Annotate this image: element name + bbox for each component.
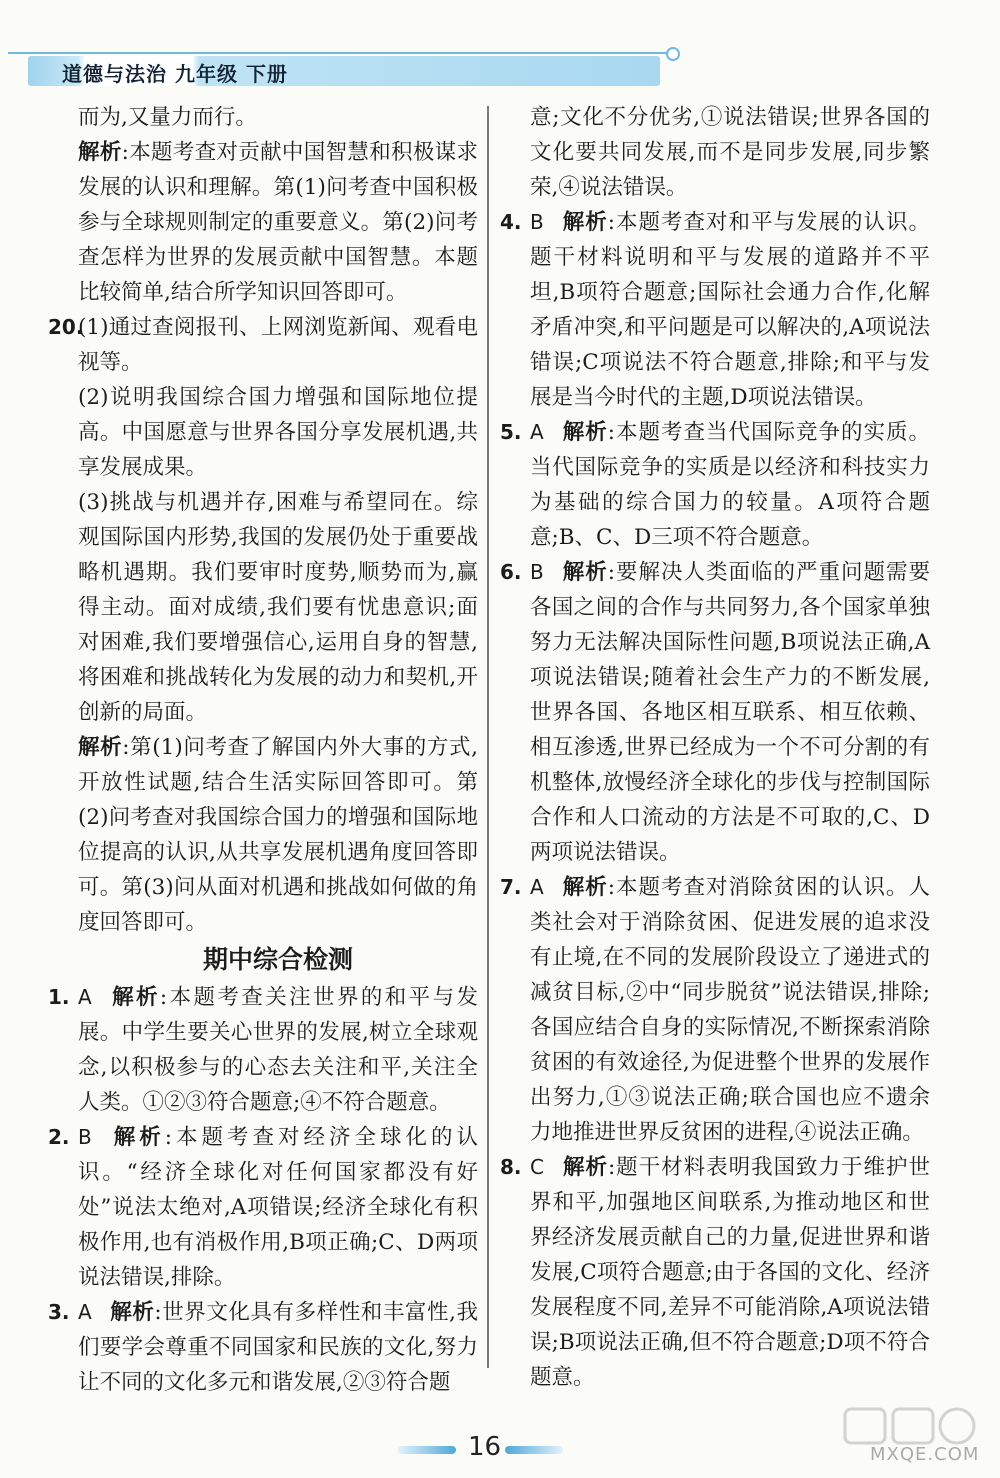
paragraph: 意;文化不分优劣,①说法错误;世界各国的文化要共同发展,而不是同步发展,同步繁荣,④说法错误。	[530, 105, 930, 200]
answer-item-7	[500, 870, 930, 1150]
analysis-label: 解析	[78, 735, 123, 760]
answer-item-3	[48, 1295, 478, 1400]
analysis-text: :本题考查关注世界的和平与发展。中学生要关心世界的发展,树立全球观念,以积极参与的心态去关注和平,关注全人类。①②③符合题意;④不符合题意。	[78, 985, 478, 1115]
analysis-paragraph	[48, 135, 478, 310]
analysis-label: 解析	[561, 875, 608, 900]
analysis-text: :本题考查对和平与发展的认识。题干材料说明和平与发展的道路并不平坦,B项符合题意;国际社会通力合作,化解矛盾冲突,和平问题是可以解决的,A项说法错误;C项说法不符合题意,排除;和平与发展是当今时代的主题,D项说法错误。	[530, 210, 930, 410]
item-number: 1.	[48, 985, 70, 1009]
answer-item-8	[500, 1150, 930, 1395]
book-title: 道德与法治 九年级 下册	[62, 62, 288, 86]
right-column	[500, 100, 930, 1395]
answer-choice: B	[78, 1125, 92, 1149]
analysis-text: :本题考查对贡献中国智慧和积极谋求发展的认识和理解。第(1)问考查中国积极参与全球规则制定的重要意义。第(2)问考查怎样为世界的发展贡献中国智慧。本题比较简单,结合所学知识回答即可。	[78, 140, 478, 305]
answer-choice: A	[530, 875, 544, 899]
header-dot-icon	[666, 47, 680, 61]
answer-part-2: (2)说明我国综合国力增强和国际地位提高。中国愿意与世界各国分享发展机遇,共享发展成果。	[78, 385, 478, 480]
answer-choice: B	[530, 210, 544, 234]
answer-choice: C	[530, 1155, 544, 1179]
analysis-text: :第(1)问考查了解国内外大事的方式,开放性试题,结合生活实际回答即可。第(2)问考查对我国综合国力的增强和国际地位提高的认识,从共享发展机遇角度回答即可。第(3)问从面对机遇和挑战如何做的角度回答即可。	[78, 735, 478, 935]
answer-choice: A	[78, 1300, 92, 1324]
analysis-text: :题干材料表明我国致力于维护世界和平,加强地区间联系,为推动地区和世界经济发展贡献自己的力量,促进世界和谐发展,C项符合题意;由于各国的文化、经济发展程度不同,差异不可能消除,A项说法错误;B项说法正确,但不符合题意;D项不符合题意。	[530, 1155, 930, 1390]
item-number: 5.	[500, 420, 522, 444]
answer-item-6	[500, 555, 930, 870]
item-number: 2.	[48, 1125, 70, 1149]
analysis-label: 解析	[561, 1155, 608, 1180]
analysis-text: :本题考查对消除贫困的认识。人类社会对于消除贫困、促进发展的追求没有止境,在不同的发展阶段设立了递进式的减贫目标,②中“同步脱贫”说法错误,排除;各国应结合自身的实际情况,不断探索消除贫困的有效途径,为促进整个世界的发展作出努力,①③说法正确;联合国也应不遗余力地推进世界反贫困的进程,④说法正确。	[530, 875, 930, 1145]
analysis-text: :本题考查对经济全球化的认识。“经济全球化对任何国家都没有好处”说法太绝对,A项错误;经济全球化有积极作用,也有消极作用,B项正确;C、D两项说法错误,排除。	[78, 1125, 478, 1290]
analysis-label: 解析	[109, 985, 160, 1010]
paragraph: 而为,又量力而行。	[78, 105, 257, 130]
footer-decoration	[398, 1446, 456, 1454]
analysis-label: 解析	[561, 420, 608, 445]
answer-item-4	[500, 205, 930, 415]
item-number: 3.	[48, 1300, 70, 1324]
left-column	[48, 100, 478, 1400]
item-number: 20.	[48, 315, 84, 339]
item-number: 7.	[500, 875, 522, 899]
answer-choice: A	[78, 985, 92, 1009]
page-number: 16	[468, 1432, 502, 1462]
analysis-label: 解析	[561, 210, 608, 235]
answer-item-2	[48, 1120, 478, 1295]
analysis-text: :世界文化具有多样性和丰富性,我们要学会尊重不同国家和民族的文化,努力让不同的文化多元和谐发展,②③符合题	[78, 1300, 478, 1395]
header-line	[8, 52, 673, 54]
analysis-label: 解析	[109, 1300, 155, 1325]
analysis-label: 解析	[561, 560, 608, 585]
footer-decoration	[505, 1446, 563, 1454]
answer-choice: A	[530, 420, 544, 444]
item-number: 8.	[500, 1155, 522, 1179]
analysis-paragraph	[78, 730, 478, 940]
section-title: 期中综合检测	[202, 945, 353, 974]
watermark-text: MXQE.COM	[870, 1444, 980, 1465]
answer-item-1	[48, 980, 478, 1120]
answer-item-5	[500, 415, 930, 555]
item-number: 6.	[500, 560, 522, 584]
answer-part-1: (1)通过查阅报刊、上网浏览新闻、观看电视等。	[78, 315, 478, 375]
analysis-label: 解析	[109, 1125, 165, 1150]
answer-part-3: (3)挑战与机遇并存,困难与希望同在。综观国际国内形势,我国的发展仍处于重要战略机遇期。我们要审时度势,顺势而为,赢得主动。面对成绩,我们要有忧患意识;面对困难,我们要增强信心,运用自身的智慧,将困难和挑战转化为发展的动力和契机,开创新的局面。	[78, 490, 478, 725]
answer-item-20	[48, 310, 478, 940]
column-divider	[487, 106, 489, 1368]
analysis-text: :要解决人类面临的严重问题需要各国之间的合作与共同努力,各个国家单独努力无法解决国际性问题,B项说法正确,A项说法错误;随着社会生产力的不断发展,世界各国、各地区相互联系、相互依赖、相互渗透,世界已经成为一个不可分割的有机整体,放慢经济全球化的步伐与控制国际合作和人口流动的方法是不可取的,C、D两项说法错误。	[530, 560, 930, 865]
page-header	[0, 0, 1000, 110]
item-number: 4.	[500, 210, 522, 234]
answer-choice: B	[530, 560, 544, 584]
analysis-label: 解析	[78, 140, 122, 165]
analysis-text: :本题考查当代国际竞争的实质。当代国际竞争的实质是以经济和科技实力为基础的综合国力的较量。A项符合题意;B、C、D三项不符合题意。	[530, 420, 930, 550]
